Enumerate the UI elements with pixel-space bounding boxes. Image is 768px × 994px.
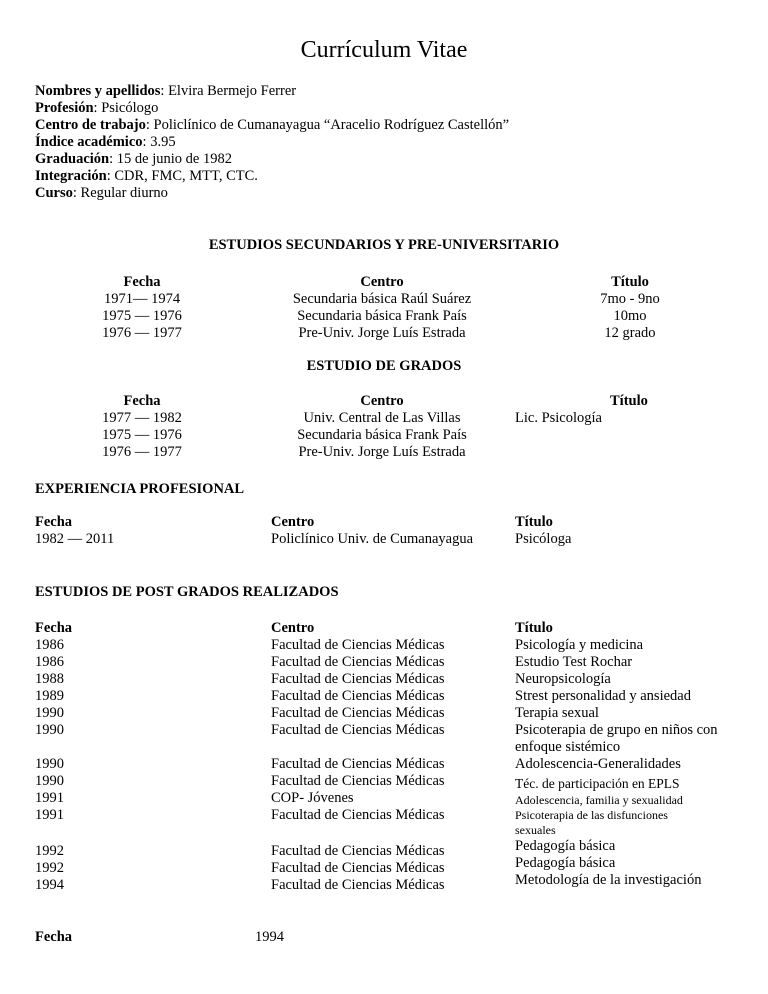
postgrad-fecha-cell: 1994 <box>35 877 64 893</box>
postgrad-fecha-cell: 1992 <box>35 843 64 859</box>
fecha-header: Fecha <box>123 274 161 290</box>
index-value: 3.95 <box>150 134 176 150</box>
secondary-centro-column <box>262 274 502 342</box>
postgrad-fecha-cell: 1988 <box>35 671 64 687</box>
secondary-fecha-column <box>72 274 212 342</box>
postgrad-fecha-column-2 <box>35 756 64 824</box>
postgrad-titulo-cell: Psicoterapia de las disfunciones <box>515 808 668 822</box>
graduation-value: 15 de junio de 1982 <box>116 151 232 167</box>
index-label: Índice académico <box>35 134 143 150</box>
fecha-header: Fecha <box>123 393 161 409</box>
postgrad-fecha-cell: 1991 <box>35 790 64 806</box>
integration-value: CDR, FMC, MTT, CTC. <box>114 168 258 184</box>
fecha-header: Fecha <box>35 620 73 636</box>
postgrad-centro-cell: Facultad de Ciencias Médicas <box>271 688 445 704</box>
personal-info <box>35 83 509 202</box>
grados-centro-cell: Pre-Univ. Jorge Luís Estrada <box>298 444 466 460</box>
postgrad-titulo-cell: Adolescencia-Generalidades <box>515 756 681 772</box>
secondary-fecha-cell: 1971— 1974 <box>103 291 181 307</box>
postgrad-fecha-cell: 1990 <box>35 705 64 721</box>
integration-line: Integración: CDR, FMC, MTT, CTC. <box>35 168 258 184</box>
postgrad-fecha-cell: 1990 <box>35 773 64 789</box>
index-line: Índice académico: 3.95 <box>35 134 176 150</box>
postgrad-fecha-column <box>35 620 72 739</box>
profession-value: Psicólogo <box>101 100 159 116</box>
postgrad-centro-cell: Facultad de Ciencias Médicas <box>271 843 445 859</box>
document-title: Currículum Vitae <box>300 37 468 63</box>
postgrad-titulo-cell: Neuropsicología <box>515 671 611 687</box>
experience-heading: EXPERIENCIA PROFESIONAL <box>35 481 245 497</box>
postgrad-fecha-cell: 1989 <box>35 688 64 704</box>
postgrad-centro-cell: Facultad de Ciencias Médicas <box>271 671 445 687</box>
grados-fecha-cell: 1975 — 1976 <box>102 427 182 443</box>
footer-fecha-label: Fecha <box>35 929 73 945</box>
graduation-label: Graduación <box>35 151 110 167</box>
secondary-titulo-column <box>560 274 700 342</box>
centro-header: Centro <box>271 514 315 530</box>
titulo-header: Título <box>515 514 553 530</box>
experience-centro-column <box>271 514 473 548</box>
postgrad-titulo-cell: Metodología de la investigación <box>515 872 702 888</box>
postgrad-centro-cell: Facultad de Ciencias Médicas <box>271 705 445 721</box>
workplace-value: Policlínico de Cumanayagua “Aracelio Rodríguez Castellón” <box>153 117 510 133</box>
postgrad-centro-cell: Facultad de Ciencias Médicas <box>271 773 445 789</box>
postgrad-fecha-cell: 1990 <box>35 756 64 772</box>
postgrad-fecha-cell: 1992 <box>35 860 64 876</box>
postgrad-centro-cell: Facultad de Ciencias Médicas <box>271 722 445 738</box>
grados-fecha-cell: 1977 — 1982 <box>102 410 182 426</box>
graduation-line: Graduación: 15 de junio de 1982 <box>35 151 232 167</box>
postgrad-centro-cell: Facultad de Ciencias Médicas <box>271 877 445 893</box>
postgrad-titulo-cell: Pedagogía básica <box>515 838 616 854</box>
fecha-header: Fecha <box>35 514 73 530</box>
grados-centro-cell: Univ. Central de Las Villas <box>303 410 461 426</box>
postgrad-centro-cell: COP- Jóvenes <box>271 790 354 806</box>
postgrad-centro-cell: Facultad de Ciencias Médicas <box>271 637 445 653</box>
titulo-header: Título <box>515 620 553 636</box>
postgrad-titulo-cell: Pedagogía básica <box>515 855 616 871</box>
postgrad-titulo-cell: Terapia sexual <box>515 705 599 721</box>
centro-header: Centro <box>360 274 404 290</box>
postgrad-fecha-cell: 1986 <box>35 654 64 670</box>
postgrad-centro-column-2 <box>271 756 445 824</box>
postgrad-centro-column-3 <box>271 843 445 894</box>
secondary-fecha-cell: 1976 — 1977 <box>102 325 182 341</box>
name-label: Nombres y apellidos <box>35 83 161 99</box>
course-line: Curso: Regular diurno <box>35 185 168 201</box>
postgrad-fecha-cell: 1990 <box>35 722 64 738</box>
titulo-header: Título <box>610 393 648 409</box>
experience-titulo-cell: Psicóloga <box>515 531 572 547</box>
experience-fecha-column <box>35 514 114 548</box>
course-label: Curso <box>35 185 73 201</box>
postgrad-titulo-cell: Estudio Test Rochar <box>515 654 633 670</box>
workplace-line: Centro de trabajo: Policlínico de Cumanayagua “Aracelio Rodríguez Castellón” <box>35 117 510 133</box>
grados-titulo-cell: Lic. Psicología <box>515 410 602 426</box>
postgrad-centro-cell: Facultad de Ciencias Médicas <box>271 654 445 670</box>
workplace-label: Centro de trabajo <box>35 117 146 133</box>
postgrad-fecha-cell: 1991 <box>35 807 64 823</box>
grados-heading: ESTUDIO DE GRADOS <box>306 358 462 374</box>
postgrad-titulo-cell: Strest personalidad y ansiedad <box>515 688 691 704</box>
centro-header: Centro <box>360 393 404 409</box>
secondary-heading: ESTUDIOS SECUNDARIOS Y PRE-UNIVERSITARIO <box>208 237 560 253</box>
experience-centro-cell: Policlínico Univ. de Cumanayagua <box>271 531 474 547</box>
integration-label: Integración <box>35 168 107 184</box>
postgrad-centro-column <box>271 620 445 739</box>
secondary-titulo-cell: 10mo <box>613 308 647 324</box>
postgrad-fecha-cell: 1986 <box>35 637 64 653</box>
titulo-header: Título <box>611 274 649 290</box>
experience-fecha-cell: 1982 — 2011 <box>35 531 115 547</box>
grados-centro-cell: Secundaria básica Frank País <box>297 427 467 443</box>
postgrad-centro-cell: Facultad de Ciencias Médicas <box>271 756 445 772</box>
secondary-titulo-cell: 7mo - 9no <box>600 291 660 307</box>
postgrad-heading: ESTUDIOS DE POST GRADOS REALIZADOS <box>35 584 339 600</box>
secondary-centro-cell: Secundaria básica Frank País <box>297 308 467 324</box>
postgrad-titulo-cell: Adolescencia, familia y sexualidad <box>515 793 683 807</box>
centro-header: Centro <box>271 620 315 636</box>
postgrad-titulo-cell: enfoque sistémico <box>515 739 621 755</box>
experience-titulo-column <box>515 514 571 548</box>
postgrad-titulo-cell: Téc. de participación en EPLS <box>515 776 680 791</box>
postgrad-titulo-cell: Psicología y medicina <box>515 637 644 653</box>
name-value: Elvira Bermejo Ferrer <box>168 83 297 99</box>
name-line: Nombres y apellidos: Elvira Bermejo Ferrer <box>35 83 297 99</box>
grados-fecha-column <box>72 393 212 461</box>
postgrad-titulo-cell: Psicoterapia de grupo en niños con <box>515 722 718 738</box>
course-value: Regular diurno <box>80 185 168 201</box>
postgrad-titulo-cell: sexuales <box>515 823 556 837</box>
secondary-centro-cell: Pre-Univ. Jorge Luís Estrada <box>298 325 466 341</box>
footer-year: 1994 <box>255 929 284 945</box>
secondary-centro-cell: Secundaria básica Raúl Suárez <box>292 291 472 307</box>
profession-line: Profesión: Psicólogo <box>35 100 159 116</box>
postgrad-fecha-column-3 <box>35 843 64 894</box>
secondary-titulo-cell: 12 grado <box>604 325 656 341</box>
secondary-fecha-cell: 1975 — 1976 <box>102 308 182 324</box>
profession-label: Profesión <box>35 100 94 116</box>
grados-fecha-cell: 1976 — 1977 <box>102 444 182 460</box>
grados-centro-column <box>262 393 502 461</box>
postgrad-centro-cell: Facultad de Ciencias Médicas <box>271 807 445 823</box>
postgrad-centro-cell: Facultad de Ciencias Médicas <box>271 860 445 876</box>
